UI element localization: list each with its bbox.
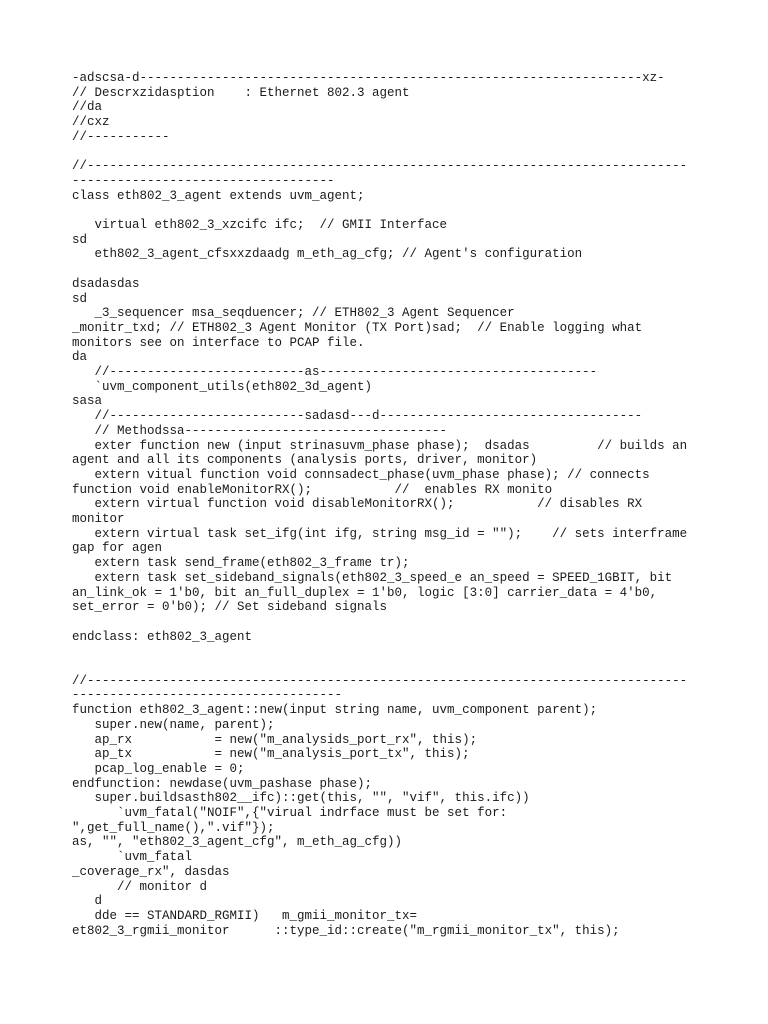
code-line: `uvm_component_utils(eth802_3d_agent): [72, 379, 373, 394]
code-line: [72, 145, 712, 160]
code-line: set_error = 0'b0); // Set sideband signals: [72, 600, 388, 615]
code-line: class eth802_3_agent extends uvm_agent;: [72, 188, 365, 203]
code-line: as, "", "eth802_3_agent_cfg", m_eth_ag_cfg)): [72, 835, 403, 850]
code-line: et802_3_rgmii_monitor ::type_id::create("m_rgmii_monitor_tx", this);: [72, 923, 620, 938]
code-line: dde == STANDARD_RGMII) m_gmii_monitor_tx=: [72, 908, 418, 923]
code-line: dsadasdas: [72, 276, 140, 291]
code-line: // monitor d: [72, 879, 208, 894]
code-line: [72, 262, 712, 277]
code-line: eth802_3_agent_cfsxxzdaadg m_eth_ag_cfg; // Agent's configuration: [72, 247, 583, 262]
code-line: d: [72, 894, 103, 909]
code-line: // Methodssa-----------------------------------: [72, 423, 448, 438]
code-line: an_link_ok = 1'b0, bit an_full_duplex = 1'b0, logic [3:0] carrier_data = 4'b0,: [72, 585, 658, 600]
code-line: function eth802_3_agent::new(input string name, uvm_component parent);: [72, 703, 598, 718]
code-line: gap for agen: [72, 541, 163, 556]
code-line: [72, 659, 712, 674]
code-line: exter function new (input strinasuvm_phase phase); dsadas // builds an: [72, 438, 688, 453]
code-line: [72, 644, 712, 659]
code-line: //--------------------------as-------------------------------------: [72, 365, 598, 380]
code-line: _monitr_txd; // ETH802_3 Agent Monitor (TX Port)sad; // Enable logging what: [72, 320, 643, 335]
code-line: monitors see on interface to PCAP file.: [72, 335, 365, 350]
code-line: -adscsa-d-------------------------------------------------------------------xz-: [72, 71, 665, 85]
code-line: sd: [72, 232, 88, 247]
code-line: //--------------------------sadasd---d-----------------------------------: [72, 409, 643, 424]
code-line: //cxz: [72, 115, 110, 130]
code-line: extern vitual function void connsadect_phase(uvm_phase phase); // connects: [72, 467, 650, 482]
code-line: //--------------------------------------------------------------------------------: [72, 159, 688, 174]
code-line: _coverage_rx", dasdas: [72, 864, 230, 879]
code-line: extern task set_sideband_signals(eth802_3_speed_e an_speed = SPEED_1GBIT, bit: [72, 570, 673, 585]
code-line: _3_sequencer msa_seqduencer; // ETH802_3 Agent Sequencer: [72, 306, 515, 321]
code-line: pcap_log_enable = 0;: [72, 761, 245, 776]
code-line: ap_tx = new("m_analysis_port_tx", this);: [72, 747, 470, 762]
code-line: `uvm_fatal("NOIF",{"virual indrface must be set for:: [72, 806, 508, 821]
code-line: sd: [72, 291, 88, 306]
code-listing: [72, 71, 712, 938]
code-line: endclass: eth802_3_agent: [72, 629, 253, 644]
code-line: ap_rx = new("m_analysids_port_rx", this);: [72, 732, 478, 747]
code-line: sasa: [72, 394, 103, 409]
code-line: endfunction: newdase(uvm_pashase phase);: [72, 776, 373, 791]
code-line: extern task send_frame(eth802_3_frame tr);: [72, 556, 410, 571]
code-line: da: [72, 350, 88, 365]
code-line: //-----------: [72, 129, 170, 144]
code-line: //--------------------------------------------------------------------------------: [72, 673, 688, 688]
code-line: `uvm_fatal: [72, 850, 193, 865]
code-line: extern virtual task set_ifg(int ifg, string msg_id = ""); // sets interframe: [72, 526, 688, 541]
code-line: // Descrxzidasption : Ethernet 802.3 agent: [72, 85, 410, 100]
code-line: [72, 615, 712, 630]
code-line: virtual eth802_3_xzcifc ifc; // GMII Interface: [72, 218, 448, 232]
code-line: [72, 203, 712, 218]
code-line: agent and all its components (analysis ports, driver, monitor): [72, 453, 538, 468]
code-line: super.new(name, parent);: [72, 717, 275, 732]
code-line: super.buildsasth802__ifc)::get(this, "", "vif", this.ifc)): [72, 791, 530, 806]
code-line: -----------------------------------: [72, 173, 335, 188]
code-line: //da: [72, 100, 103, 115]
code-line: ",get_full_name(),".vif"});: [72, 820, 275, 835]
code-line: monitor: [72, 512, 125, 527]
code-line: function void enableMonitorRX(); // enables RX monito: [72, 482, 553, 497]
code-line: extern virtual function void disableMonitorRX(); // disables RX: [72, 497, 643, 512]
code-line: ------------------------------------: [72, 688, 343, 703]
